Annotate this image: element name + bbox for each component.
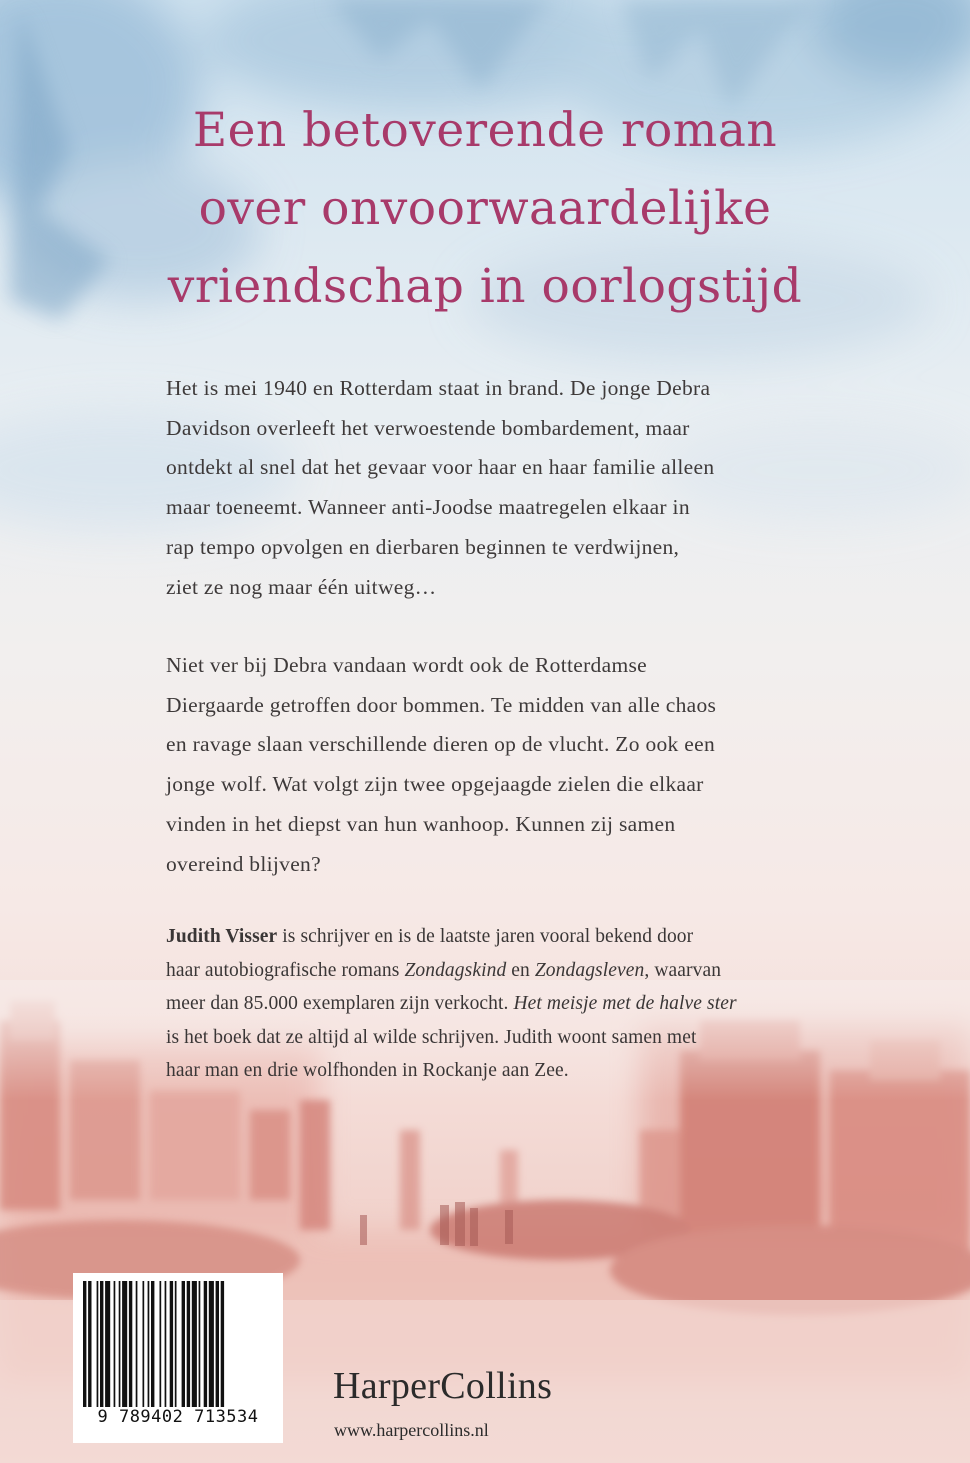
barcode-bar: [187, 1281, 190, 1407]
book-title: Zondagskind: [404, 959, 507, 981]
book-title: Het meisje met de halve ster: [513, 993, 737, 1015]
barcode-bar: [216, 1281, 219, 1407]
headline-tagline: [120, 92, 850, 326]
headline-line: vriendschap in oorlogstijd: [167, 259, 803, 314]
barcode-bar: [119, 1281, 121, 1407]
author-name: Judith Visser: [166, 926, 278, 947]
barcode-bar: [105, 1281, 110, 1407]
blurb-paragraph-2: [166, 646, 826, 884]
bio-line: [166, 954, 826, 988]
barcode-bar: [204, 1281, 207, 1407]
barcode-bar: [199, 1281, 201, 1407]
bio-line: haar man en drie wolfhonden in Rockanje aan Zee.: [166, 1060, 569, 1082]
barcode-bar: [221, 1281, 224, 1407]
barcode-bar: [129, 1281, 132, 1407]
blurb-line: en ravage slaan verschillende dieren op de vlucht. Zo ook een: [166, 732, 716, 757]
barcode-bar: [165, 1281, 167, 1407]
barcode-bar: [182, 1281, 185, 1407]
blurb-line: Diergaarde getroffen door bommen. Te midden van alle chaos: [166, 692, 717, 717]
book-title: Zondagsleven: [534, 959, 645, 981]
headline-line: over onvoorwaardelijke: [198, 181, 772, 236]
blurb-line: jonge wolf. Wat volgt zijn twee opgejaagde zielen die elkaar: [166, 772, 704, 797]
headline-line: Een betoverende roman: [192, 103, 778, 158]
publisher-logo: HarperCollins: [333, 1365, 553, 1407]
blurb-line: Het is mei 1940 en Rotterdam staat in brand. De jonge Debra: [166, 376, 711, 400]
barcode-bar: [148, 1281, 150, 1407]
barcode-bar: [122, 1281, 127, 1407]
barcode-bar: [83, 1281, 86, 1407]
barcode-bar: [175, 1281, 177, 1407]
bio-text: en: [506, 959, 535, 981]
bio-line: [166, 920, 826, 954]
barcode-bar: [136, 1281, 138, 1407]
blurb-line: rap tempo opvolgen en dierbaren beginnen te verdwijnen,: [166, 534, 680, 559]
author-bio: [166, 920, 826, 1088]
blurb-line: ziet ze nog maar één uitweg…: [166, 574, 437, 599]
blurb-line: Niet ver bij Debra vandaan wordt ook de Rotterdamse: [166, 653, 647, 677]
blurb-line: overeind blijven?: [166, 851, 321, 876]
bio-text: meer dan 85.000 exemplaren zijn verkocht.: [166, 993, 514, 1015]
barcode-bar: [88, 1281, 91, 1407]
barcode-bar: [151, 1281, 154, 1407]
barcode-bar: [97, 1281, 99, 1407]
blurb-line: maar toeneemt. Wanneer anti-Joodse maatregelen elkaar in: [166, 495, 690, 520]
barcode-bar: [192, 1281, 197, 1407]
isbn-number: 9 789402 713534: [97, 1407, 259, 1427]
blurb-line: vinden in het diepst van hun wanhoop. Kunnen zij samen: [166, 811, 676, 836]
publisher-url: www.harpercollins.nl: [334, 1420, 489, 1440]
bio-text: is schrijver en is de laatste jaren vooral bekend door: [277, 926, 694, 947]
barcode-bar: [209, 1281, 214, 1407]
barcode-bar: [170, 1281, 173, 1407]
barcode-bar: [143, 1281, 145, 1407]
barcode-bar: [160, 1281, 162, 1407]
bio-text: haar autobiografische romans: [166, 959, 405, 981]
bio-line: [166, 987, 826, 1021]
blurb-line: ontdekt al snel dat het gevaar voor haar en haar familie alleen: [166, 455, 715, 480]
barcode-bar: [100, 1281, 103, 1407]
blurb-paragraph-1: [166, 369, 826, 607]
bio-line: is het boek dat ze altijd al wilde schrijven. Judith woont samen met: [166, 1026, 697, 1048]
barcode-bars: [81, 1281, 275, 1407]
blurb-line: Davidson overleeft het verwoestende bombardement, maar: [166, 415, 690, 440]
isbn-barcode: [73, 1273, 283, 1443]
barcode-bar: [114, 1281, 116, 1407]
bio-text: , waarvan: [644, 959, 722, 981]
